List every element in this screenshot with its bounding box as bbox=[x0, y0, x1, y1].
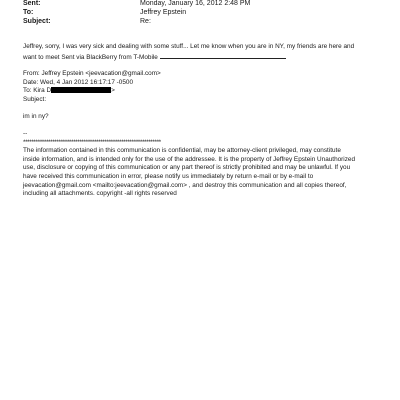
subject-label: Subject: bbox=[23, 18, 51, 25]
reply-line-2 bbox=[23, 52, 378, 63]
sent-label: Sent: bbox=[23, 0, 41, 7]
quoted-header bbox=[23, 70, 378, 104]
quoted-date: Date: Wed, 4 Jan 2012 16:17:17 -0500 bbox=[23, 78, 134, 86]
disclaimer-line-3: use, disclosure or copying of this communication or any part thereof is strictly prohibited and may be unlawful. If you bbox=[23, 164, 351, 172]
disclaimer-block bbox=[23, 130, 378, 199]
disclaimer-line-1: The information contained in this communication is confidential, may be attorney-client privileged, may constitute bbox=[23, 147, 341, 155]
subject-value: Re: bbox=[140, 18, 151, 25]
reply-line-2-text: want to meet Sent via BlackBerry from T-Mobile bbox=[23, 53, 158, 61]
quoted-to-prefix: To: Kira D bbox=[23, 87, 52, 95]
signature-dashes: -- bbox=[23, 130, 28, 137]
quoted-to bbox=[23, 87, 378, 96]
to-label: To: bbox=[23, 9, 34, 16]
quoted-message bbox=[23, 113, 378, 122]
to-value: Jeffrey Epstein bbox=[140, 9, 187, 16]
reply-line-1: Jeffrey, sorry, I was very sick and dealing with some stuff... Let me know when you are in NY, my friends are here and bbox=[23, 43, 355, 50]
underline-rule bbox=[160, 52, 286, 59]
disclaimer-line-6: including all attachments. copyright -all rights reserved bbox=[23, 190, 177, 198]
disclaimer-line-5: jeevacation@gmail.com <mailto:jeevacation@gmail.com> , and destroy this communication and all copies thereof, bbox=[23, 181, 347, 189]
redaction-bar bbox=[51, 87, 111, 93]
quoted-subject: Subject: bbox=[23, 95, 47, 103]
quoted-message-text: im in ny? bbox=[23, 113, 49, 120]
quoted-from: From: Jeffrey Epstein <jeevacation@gmail.com> bbox=[23, 70, 161, 77]
stars-separator: ****************************************************************** bbox=[23, 138, 161, 146]
sent-value: Monday, January 16, 2012 2:48 PM bbox=[140, 0, 251, 7]
reply-body bbox=[23, 43, 378, 62]
quoted-to-suffix: > bbox=[111, 87, 115, 95]
disclaimer-line-4: have received this communication in error, please notify us immediately by return e-mail or by e-mail to bbox=[23, 172, 314, 180]
disclaimer-line-2: inside information, and is intended only for the use of the addressee. It is the property of Jeffrey Epstein Unauthorized bbox=[23, 155, 356, 163]
